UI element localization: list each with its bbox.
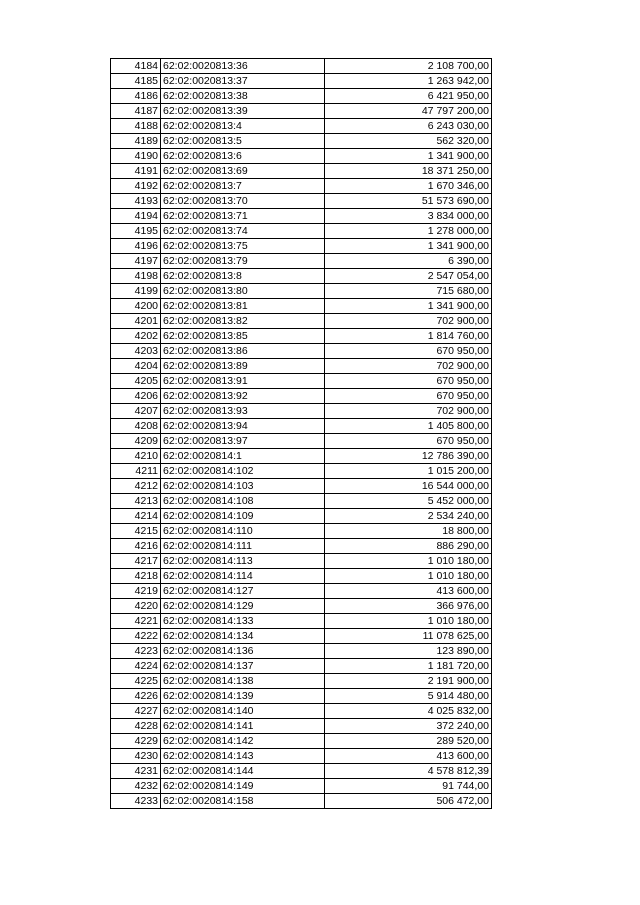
table-row	[111, 644, 492, 659]
table-row	[111, 224, 492, 239]
row-number-cell: 4215	[111, 524, 161, 539]
table-row	[111, 134, 492, 149]
cadastral-value-cell: 413 600,00	[325, 584, 492, 599]
cadastral-value-cell: 1 341 900,00	[325, 239, 492, 254]
table-row	[111, 314, 492, 329]
table-row	[111, 269, 492, 284]
table-row	[111, 749, 492, 764]
row-number-cell: 4209	[111, 434, 161, 449]
table-row	[111, 254, 492, 269]
table-row	[111, 299, 492, 314]
table-row	[111, 539, 492, 554]
row-number-cell: 4218	[111, 569, 161, 584]
row-number-cell: 4194	[111, 209, 161, 224]
cadastral-number-cell: 62:02:0020814:108	[161, 494, 325, 509]
row-number-cell: 4223	[111, 644, 161, 659]
cadastral-value-cell: 1 341 900,00	[325, 299, 492, 314]
cadastral-number-cell: 62:02:0020814:134	[161, 629, 325, 644]
cadastral-number-cell: 62:02:0020814:1	[161, 449, 325, 464]
cadastral-value-cell: 6 390,00	[325, 254, 492, 269]
cadastral-value-cell: 289 520,00	[325, 734, 492, 749]
table-row	[111, 674, 492, 689]
cadastral-number-cell: 62:02:0020814:142	[161, 734, 325, 749]
cadastral-value-cell: 1 341 900,00	[325, 149, 492, 164]
cadastral-value-cell: 91 744,00	[325, 779, 492, 794]
table-row	[111, 89, 492, 104]
table-row	[111, 194, 492, 209]
table-row	[111, 374, 492, 389]
cadastral-value-cell: 5 914 480,00	[325, 689, 492, 704]
cadastral-number-cell: 62:02:0020813:6	[161, 149, 325, 164]
row-number-cell: 4193	[111, 194, 161, 209]
table-row	[111, 794, 492, 809]
cadastral-number-cell: 62:02:0020814:138	[161, 674, 325, 689]
cadastral-value-cell: 1 670 346,00	[325, 179, 492, 194]
table-row	[111, 659, 492, 674]
table-row	[111, 719, 492, 734]
row-number-cell: 4226	[111, 689, 161, 704]
cadastral-value-cell: 1 181 720,00	[325, 659, 492, 674]
cadastral-number-cell: 62:02:0020813:80	[161, 284, 325, 299]
cadastral-number-cell: 62:02:0020814:102	[161, 464, 325, 479]
cadastral-number-cell: 62:02:0020814:114	[161, 569, 325, 584]
row-number-cell: 4231	[111, 764, 161, 779]
row-number-cell: 4199	[111, 284, 161, 299]
table-row	[111, 464, 492, 479]
cadastral-number-cell: 62:02:0020814:143	[161, 749, 325, 764]
table-row	[111, 284, 492, 299]
table-row	[111, 149, 492, 164]
cadastral-value-cell: 2 108 700,00	[325, 59, 492, 74]
table-row	[111, 629, 492, 644]
row-number-cell: 4224	[111, 659, 161, 674]
cadastral-number-cell: 62:02:0020814:137	[161, 659, 325, 674]
cadastral-number-cell: 62:02:0020814:109	[161, 509, 325, 524]
table-row	[111, 734, 492, 749]
cadastral-value-cell: 123 890,00	[325, 644, 492, 659]
row-number-cell: 4190	[111, 149, 161, 164]
cadastral-value-cell: 372 240,00	[325, 719, 492, 734]
table-row	[111, 524, 492, 539]
cadastral-number-cell: 62:02:0020813:70	[161, 194, 325, 209]
cadastral-number-cell: 62:02:0020813:69	[161, 164, 325, 179]
row-number-cell: 4189	[111, 134, 161, 149]
cadastral-value-cell: 366 976,00	[325, 599, 492, 614]
cadastral-value-cell: 6 243 030,00	[325, 119, 492, 134]
cadastral-number-cell: 62:02:0020814:144	[161, 764, 325, 779]
cadastral-number-cell: 62:02:0020813:93	[161, 404, 325, 419]
cadastral-number-cell: 62:02:0020813:37	[161, 74, 325, 89]
cadastral-value-cell: 715 680,00	[325, 284, 492, 299]
table-row	[111, 59, 492, 74]
cadastral-value-table	[110, 58, 492, 809]
cadastral-value-cell: 506 472,00	[325, 794, 492, 809]
table-row	[111, 599, 492, 614]
cadastral-number-cell: 62:02:0020814:140	[161, 704, 325, 719]
cadastral-value-cell: 1 263 942,00	[325, 74, 492, 89]
table-row	[111, 509, 492, 524]
row-number-cell: 4208	[111, 419, 161, 434]
cadastral-number-cell: 62:02:0020814:111	[161, 539, 325, 554]
cadastral-value-cell: 1 278 000,00	[325, 224, 492, 239]
cadastral-value-cell: 1 010 180,00	[325, 569, 492, 584]
cadastral-number-cell: 62:02:0020814:127	[161, 584, 325, 599]
cadastral-value-cell: 562 320,00	[325, 134, 492, 149]
cadastral-value-cell: 4 025 832,00	[325, 704, 492, 719]
table-row	[111, 359, 492, 374]
table-row	[111, 449, 492, 464]
row-number-cell: 4229	[111, 734, 161, 749]
cadastral-number-cell: 62:02:0020814:136	[161, 644, 325, 659]
row-number-cell: 4211	[111, 464, 161, 479]
row-number-cell: 4222	[111, 629, 161, 644]
cadastral-number-cell: 62:02:0020813:89	[161, 359, 325, 374]
row-number-cell: 4192	[111, 179, 161, 194]
cadastral-number-cell: 62:02:0020813:86	[161, 344, 325, 359]
cadastral-value-cell: 2 534 240,00	[325, 509, 492, 524]
row-number-cell: 4206	[111, 389, 161, 404]
table-row	[111, 239, 492, 254]
row-number-cell: 4202	[111, 329, 161, 344]
cadastral-number-cell: 62:02:0020813:74	[161, 224, 325, 239]
cadastral-number-cell: 62:02:0020813:82	[161, 314, 325, 329]
cadastral-value-cell: 12 786 390,00	[325, 449, 492, 464]
cadastral-value-cell: 702 900,00	[325, 404, 492, 419]
cadastral-number-cell: 62:02:0020814:149	[161, 779, 325, 794]
cadastral-value-cell: 11 078 625,00	[325, 629, 492, 644]
row-number-cell: 4227	[111, 704, 161, 719]
row-number-cell: 4191	[111, 164, 161, 179]
cadastral-value-cell: 6 421 950,00	[325, 89, 492, 104]
cadastral-value-cell: 1 405 800,00	[325, 419, 492, 434]
cadastral-value-cell: 18 371 250,00	[325, 164, 492, 179]
table-row	[111, 689, 492, 704]
table-row	[111, 329, 492, 344]
cadastral-number-cell: 62:02:0020813:94	[161, 419, 325, 434]
table-row	[111, 614, 492, 629]
row-number-cell: 4195	[111, 224, 161, 239]
cadastral-value-cell: 18 800,00	[325, 524, 492, 539]
row-number-cell: 4233	[111, 794, 161, 809]
table-row	[111, 104, 492, 119]
cadastral-number-cell: 62:02:0020814:158	[161, 794, 325, 809]
cadastral-number-cell: 62:02:0020814:141	[161, 719, 325, 734]
row-number-cell: 4187	[111, 104, 161, 119]
table-row	[111, 74, 492, 89]
row-number-cell: 4204	[111, 359, 161, 374]
table-row	[111, 479, 492, 494]
cadastral-value-cell: 5 452 000,00	[325, 494, 492, 509]
row-number-cell: 4188	[111, 119, 161, 134]
row-number-cell: 4197	[111, 254, 161, 269]
cadastral-value-cell: 1 010 180,00	[325, 554, 492, 569]
row-number-cell: 4205	[111, 374, 161, 389]
cadastral-number-cell: 62:02:0020814:139	[161, 689, 325, 704]
table-row	[111, 764, 492, 779]
row-number-cell: 4185	[111, 74, 161, 89]
cadastral-number-cell: 62:02:0020814:110	[161, 524, 325, 539]
row-number-cell: 4217	[111, 554, 161, 569]
cadastral-value-cell: 413 600,00	[325, 749, 492, 764]
cadastral-number-cell: 62:02:0020813:91	[161, 374, 325, 389]
cadastral-value-cell: 702 900,00	[325, 359, 492, 374]
table-row	[111, 554, 492, 569]
row-number-cell: 4216	[111, 539, 161, 554]
cadastral-number-cell: 62:02:0020813:75	[161, 239, 325, 254]
row-number-cell: 4184	[111, 59, 161, 74]
cadastral-number-cell: 62:02:0020813:8	[161, 269, 325, 284]
cadastral-number-cell: 62:02:0020813:4	[161, 119, 325, 134]
cadastral-number-cell: 62:02:0020813:79	[161, 254, 325, 269]
table-body	[111, 59, 492, 809]
cadastral-value-cell: 4 578 812,39	[325, 764, 492, 779]
row-number-cell: 4219	[111, 584, 161, 599]
cadastral-number-cell: 62:02:0020813:92	[161, 389, 325, 404]
row-number-cell: 4228	[111, 719, 161, 734]
cadastral-value-cell: 702 900,00	[325, 314, 492, 329]
row-number-cell: 4210	[111, 449, 161, 464]
table-row	[111, 779, 492, 794]
cadastral-value-cell: 670 950,00	[325, 434, 492, 449]
row-number-cell: 4213	[111, 494, 161, 509]
cadastral-number-cell: 62:02:0020814:113	[161, 554, 325, 569]
table-row	[111, 494, 492, 509]
cadastral-value-cell: 670 950,00	[325, 344, 492, 359]
table-row	[111, 119, 492, 134]
cadastral-number-cell: 62:02:0020814:129	[161, 599, 325, 614]
table-row	[111, 584, 492, 599]
table-row	[111, 404, 492, 419]
row-number-cell: 4230	[111, 749, 161, 764]
cadastral-value-cell: 886 290,00	[325, 539, 492, 554]
table-row	[111, 344, 492, 359]
cadastral-value-cell: 670 950,00	[325, 374, 492, 389]
row-number-cell: 4221	[111, 614, 161, 629]
row-number-cell: 4200	[111, 299, 161, 314]
cadastral-value-cell: 1 814 760,00	[325, 329, 492, 344]
table-row	[111, 164, 492, 179]
table-row	[111, 389, 492, 404]
cadastral-value-cell: 3 834 000,00	[325, 209, 492, 224]
row-number-cell: 4186	[111, 89, 161, 104]
cadastral-value-cell: 2 191 900,00	[325, 674, 492, 689]
cadastral-number-cell: 62:02:0020813:81	[161, 299, 325, 314]
cadastral-number-cell: 62:02:0020813:5	[161, 134, 325, 149]
row-number-cell: 4212	[111, 479, 161, 494]
table-row	[111, 419, 492, 434]
table-row	[111, 569, 492, 584]
cadastral-number-cell: 62:02:0020813:38	[161, 89, 325, 104]
row-number-cell: 4201	[111, 314, 161, 329]
cadastral-value-cell: 670 950,00	[325, 389, 492, 404]
cadastral-value-cell: 1 010 180,00	[325, 614, 492, 629]
row-number-cell: 4203	[111, 344, 161, 359]
cadastral-value-cell: 2 547 054,00	[325, 269, 492, 284]
row-number-cell: 4198	[111, 269, 161, 284]
row-number-cell: 4196	[111, 239, 161, 254]
row-number-cell: 4220	[111, 599, 161, 614]
row-number-cell: 4207	[111, 404, 161, 419]
row-number-cell: 4214	[111, 509, 161, 524]
cadastral-number-cell: 62:02:0020813:7	[161, 179, 325, 194]
cadastral-number-cell: 62:02:0020813:39	[161, 104, 325, 119]
cadastral-value-cell: 47 797 200,00	[325, 104, 492, 119]
cadastral-number-cell: 62:02:0020813:71	[161, 209, 325, 224]
cadastral-number-cell: 62:02:0020813:97	[161, 434, 325, 449]
cadastral-number-cell: 62:02:0020813:85	[161, 329, 325, 344]
cadastral-value-cell: 51 573 690,00	[325, 194, 492, 209]
row-number-cell: 4225	[111, 674, 161, 689]
cadastral-number-cell: 62:02:0020813:36	[161, 59, 325, 74]
cadastral-value-cell: 1 015 200,00	[325, 464, 492, 479]
table-row	[111, 179, 492, 194]
table-row	[111, 209, 492, 224]
row-number-cell: 4232	[111, 779, 161, 794]
cadastral-number-cell: 62:02:0020814:133	[161, 614, 325, 629]
cadastral-number-cell: 62:02:0020814:103	[161, 479, 325, 494]
table-row	[111, 434, 492, 449]
table-row	[111, 704, 492, 719]
cadastral-value-cell: 16 544 000,00	[325, 479, 492, 494]
